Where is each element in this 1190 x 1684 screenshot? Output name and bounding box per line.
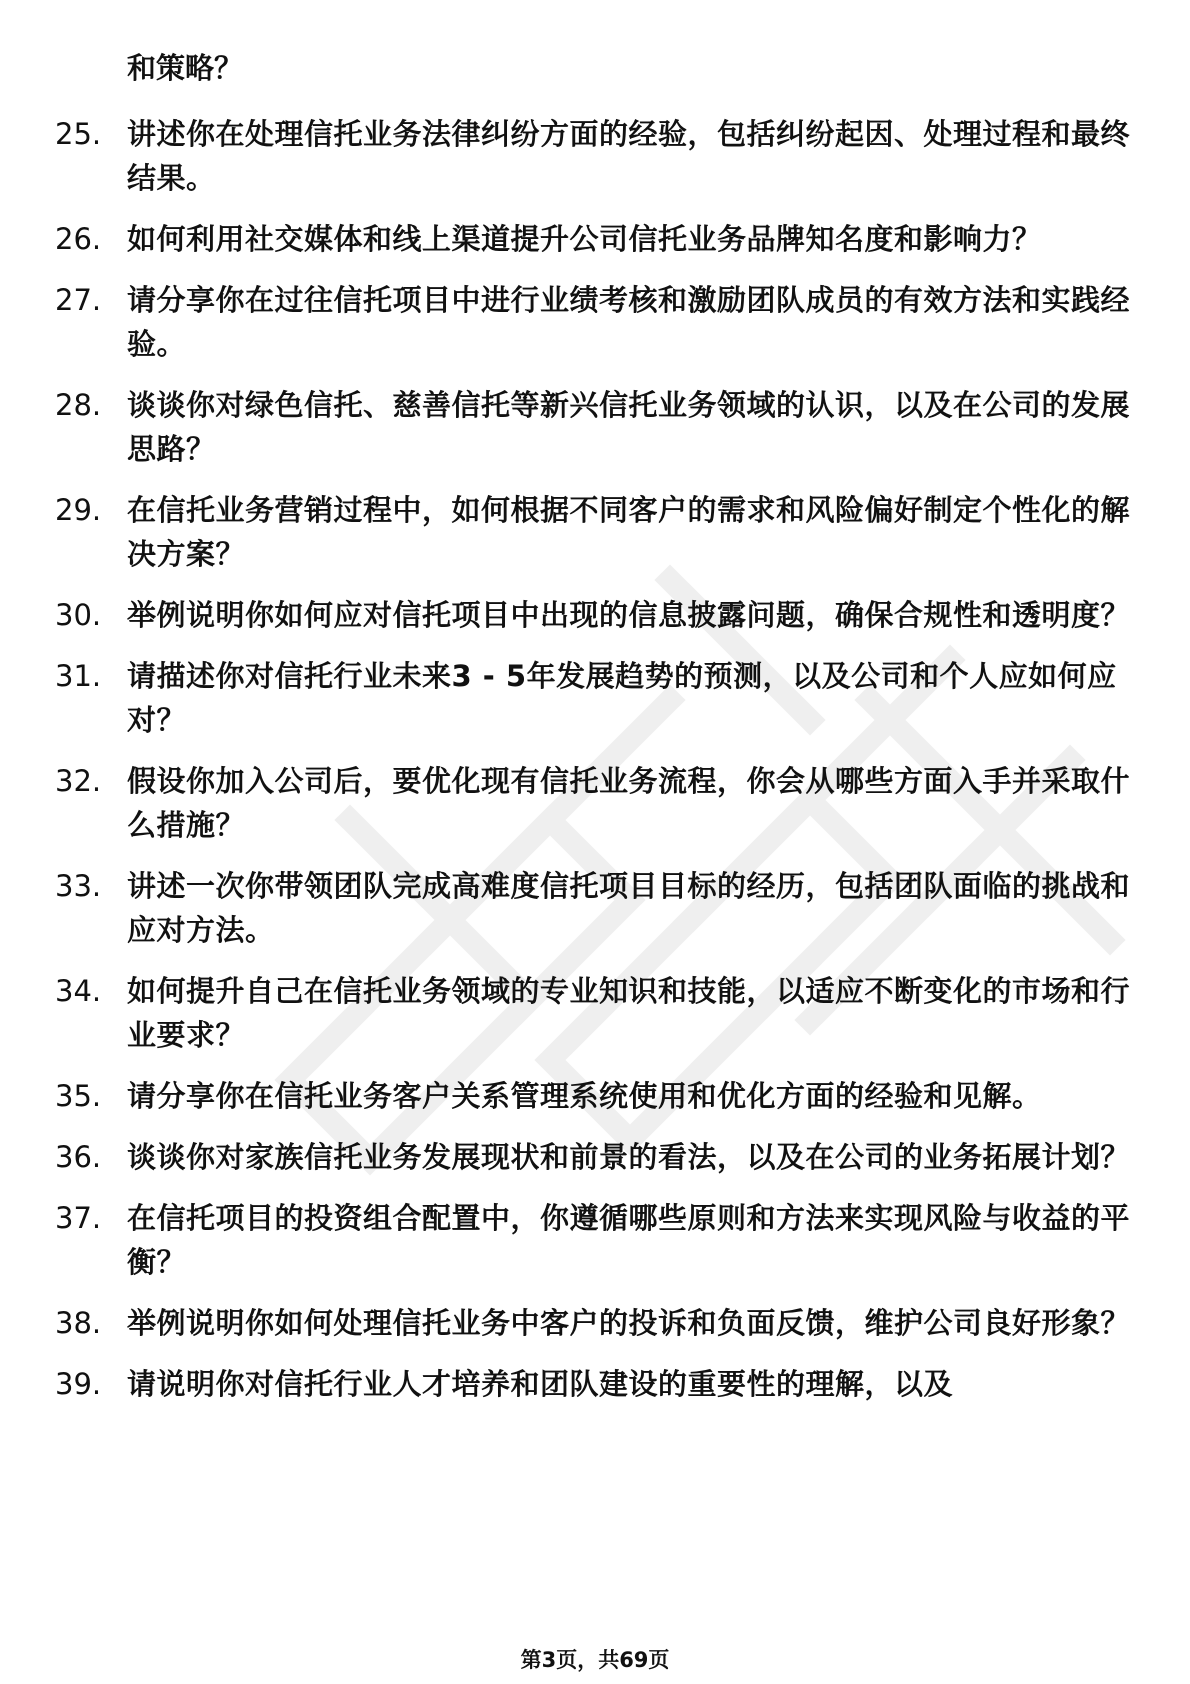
question-text: 假设你加入公司后，要优化现有信托业务流程，你会从哪些方面入手并采取什么措施？ bbox=[127, 764, 1131, 842]
question-text: 如何利用社交媒体和线上渠道提升公司信托业务品牌知名度和影响力？ bbox=[127, 222, 1042, 256]
question-text: 请分享你在过往信托项目中进行业绩考核和激励团队成员的有效方法和实践经验。 bbox=[127, 283, 1131, 361]
question-number: 38. bbox=[55, 1306, 102, 1340]
question-item bbox=[55, 383, 1135, 471]
question-text: 请分享你在信托业务客户关系管理系统使用和优化方面的经验和见解。 bbox=[127, 1079, 1042, 1113]
page-footer: 第3页，共69页 bbox=[520, 1648, 670, 1672]
question-text: 在信托项目的投资组合配置中，你遵循哪些原则和方法来实现风险与收益的平衡？ bbox=[127, 1201, 1131, 1279]
question-number: 36. bbox=[55, 1140, 102, 1174]
question-item bbox=[55, 1362, 1135, 1406]
question-text: 请说明你对信托行业人才培养和团队建设的重要性的理解，以及 bbox=[127, 1367, 954, 1401]
question-item bbox=[55, 1196, 1135, 1284]
question-item bbox=[55, 593, 1135, 637]
question-item bbox=[55, 112, 1135, 200]
question-text: 谈谈你对家族信托业务发展现状和前景的看法，以及在公司的业务拓展计划？ bbox=[127, 1140, 1131, 1174]
question-item bbox=[55, 759, 1135, 847]
question-number: 32. bbox=[55, 764, 102, 798]
question-text: 在信托业务营销过程中，如何根据不同客户的需求和风险偏好制定个性化的解决方案？ bbox=[127, 493, 1131, 571]
question-text: 讲述你在处理信托业务法律纠纷方面的经验，包括纠纷起因、处理过程和最终结果。 bbox=[127, 117, 1131, 195]
question-text: 如何提升自己在信托业务领域的专业知识和技能，以适应不断变化的市场和行业要求？ bbox=[127, 974, 1131, 1052]
question-item bbox=[55, 1074, 1135, 1118]
question-text: 举例说明你如何应对信托项目中出现的信息披露问题，确保合规性和透明度？ bbox=[127, 598, 1131, 632]
question-number: 31. bbox=[55, 659, 102, 693]
question-item bbox=[55, 969, 1135, 1057]
question-number: 33. bbox=[55, 869, 102, 903]
question-number: 34. bbox=[55, 974, 102, 1008]
question-text: 谈谈你对绿色信托、慈善信托等新兴信托业务领域的认识，以及在公司的发展思路？ bbox=[127, 388, 1131, 466]
question-number: 37. bbox=[55, 1201, 102, 1235]
question-number: 25. bbox=[55, 117, 102, 151]
question-text: 举例说明你如何处理信托业务中客户的投诉和负面反馈，维护公司良好形象？ bbox=[127, 1306, 1131, 1340]
question-list bbox=[55, 46, 1135, 1423]
question-number: 39. bbox=[55, 1367, 102, 1401]
question-item bbox=[55, 654, 1135, 742]
question-number: 28. bbox=[55, 388, 102, 422]
question-text: 讲述一次你带领团队完成高难度信托项目目标的经历，包括团队面临的挑战和应对方法。 bbox=[127, 869, 1131, 947]
question-number: 30. bbox=[55, 598, 102, 632]
question-number: 29. bbox=[55, 493, 102, 527]
question-number: 35. bbox=[55, 1079, 102, 1113]
question-item bbox=[55, 1135, 1135, 1179]
question-item bbox=[55, 278, 1135, 366]
question-number: 27. bbox=[55, 283, 102, 317]
question-text: 请描述你对信托行业未来3 - 5年发展趋势的预测，以及公司和个人应如何应对？ bbox=[127, 659, 1117, 737]
question-item bbox=[55, 864, 1135, 952]
question-item bbox=[55, 488, 1135, 576]
continued-text: 和策略？ bbox=[127, 51, 244, 85]
question-item bbox=[55, 217, 1135, 261]
question-number: 26. bbox=[55, 222, 102, 256]
question-item bbox=[55, 1301, 1135, 1345]
